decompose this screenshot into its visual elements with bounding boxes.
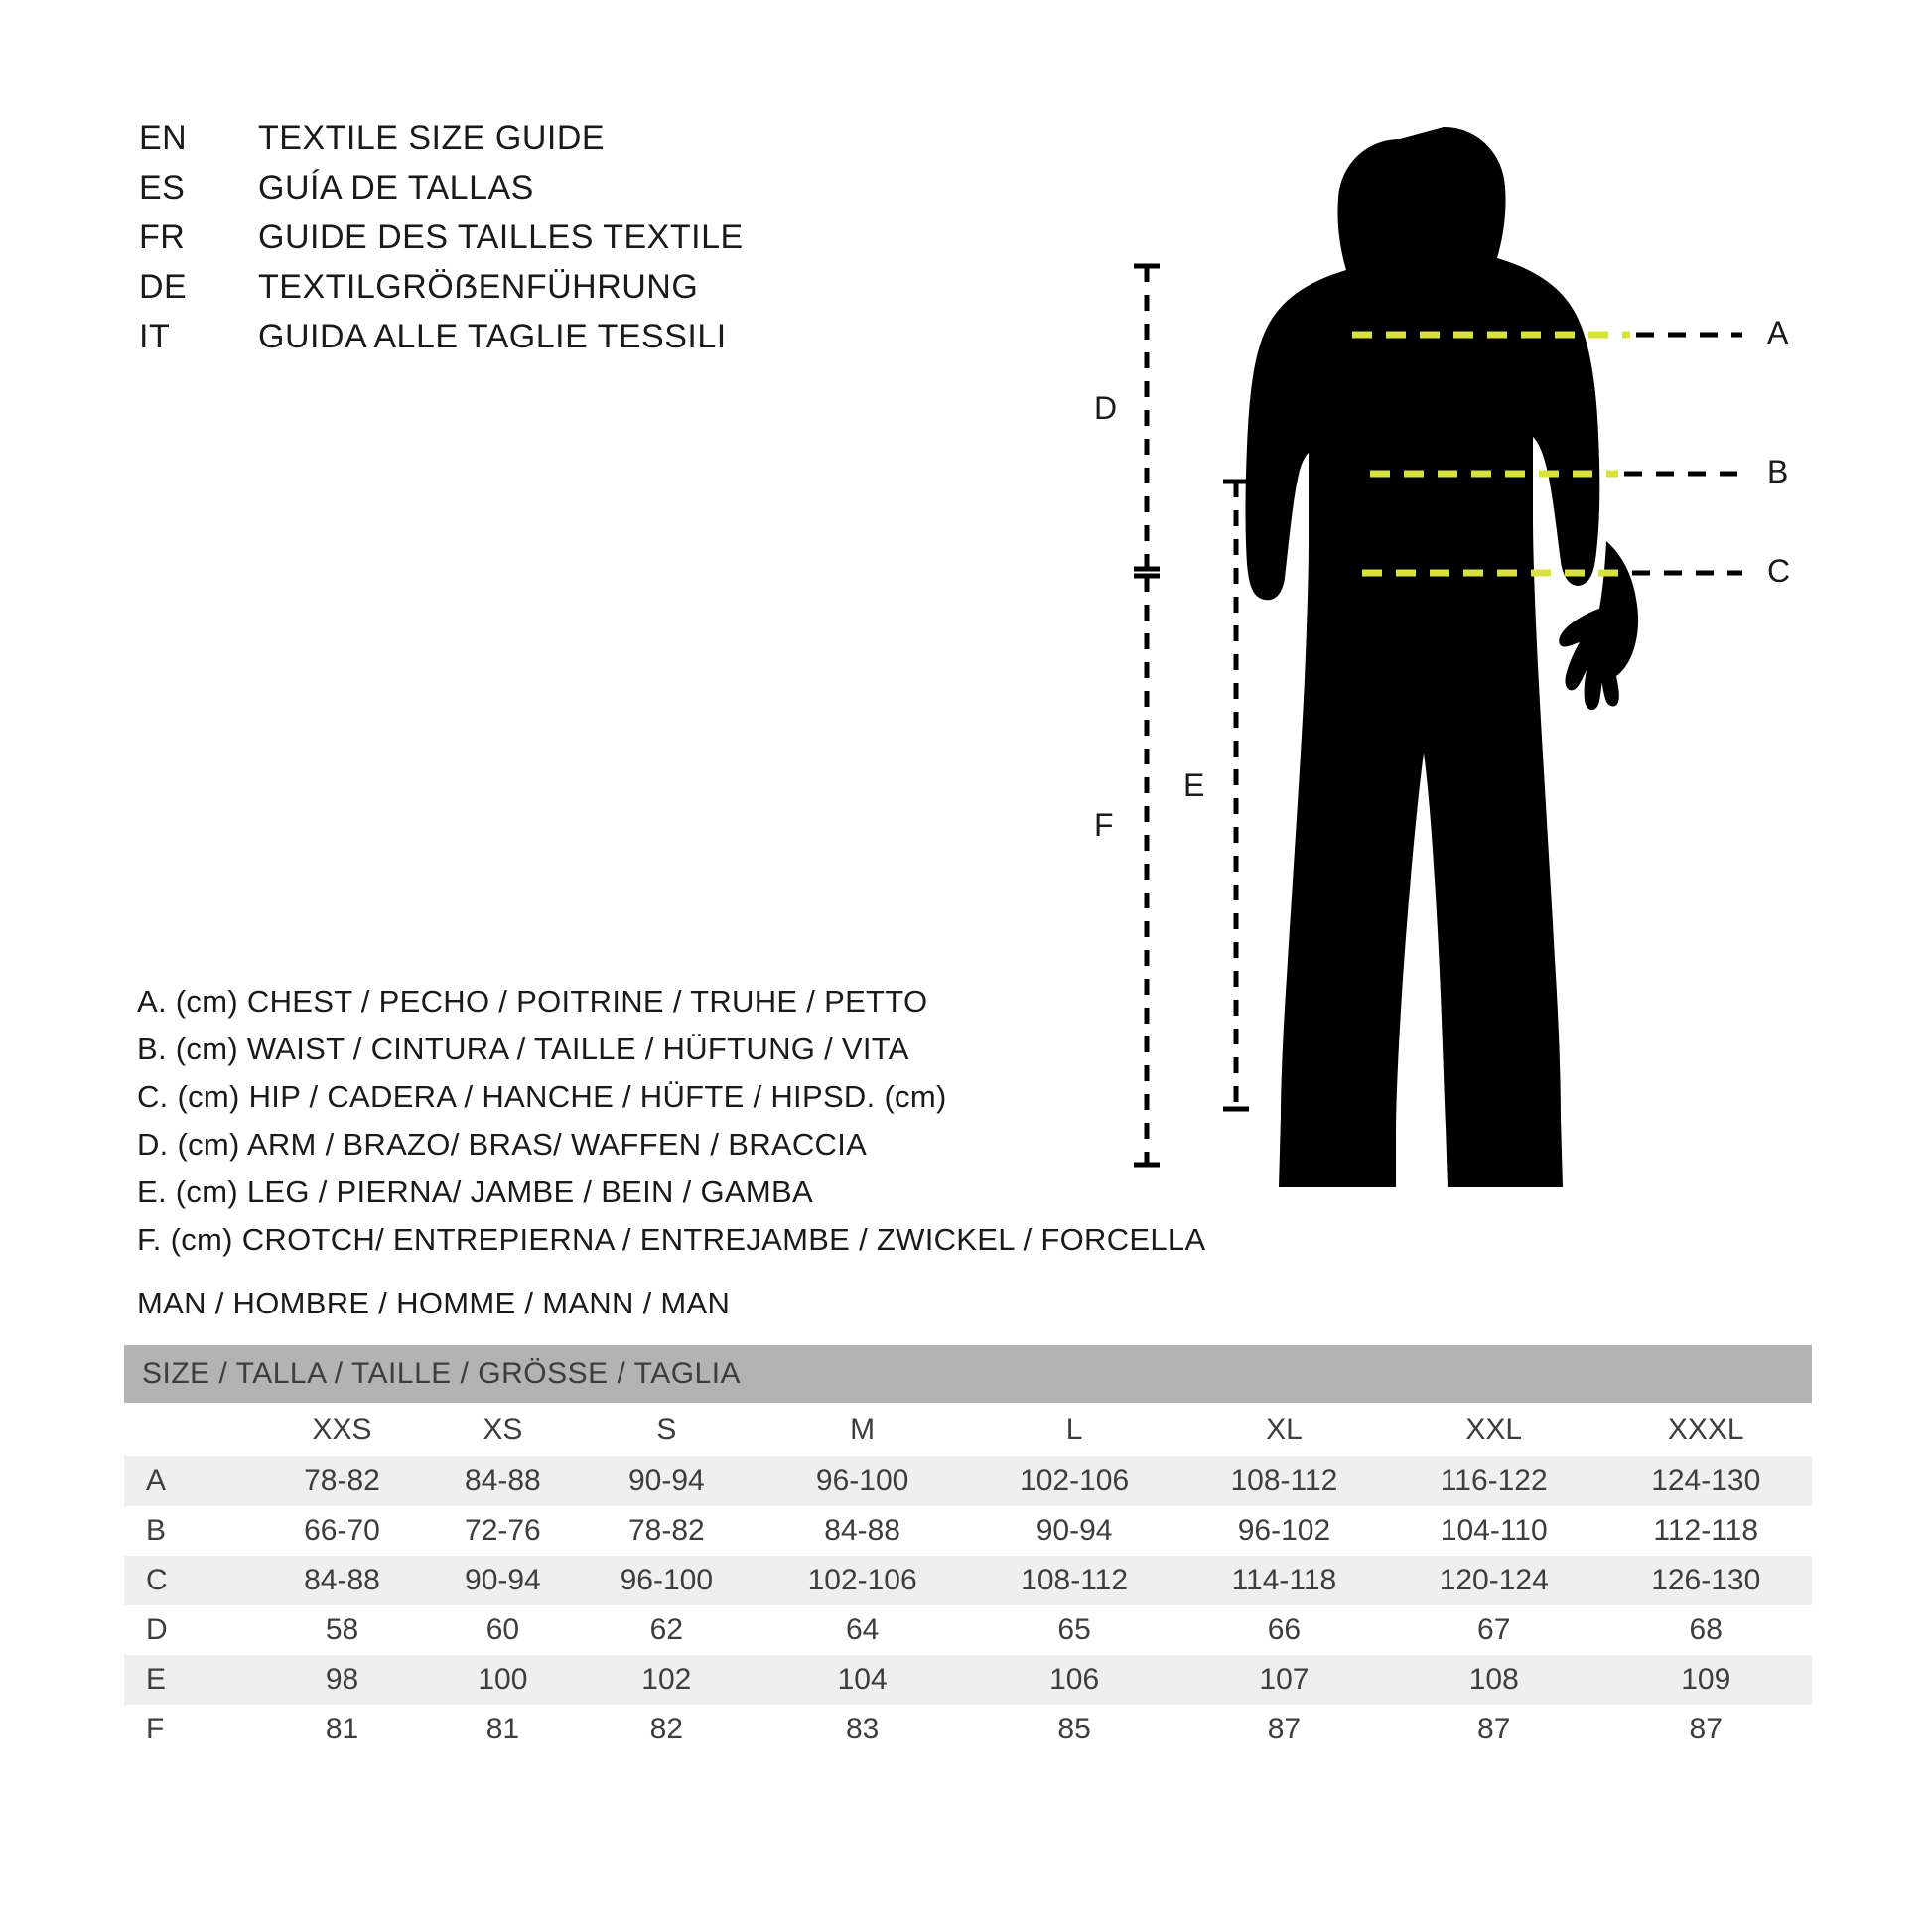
gender-label: MAN / HOMBRE / HOMME / MANN / MAN — [137, 1286, 731, 1320]
cell: 72-76 — [465, 1514, 541, 1547]
language-code: IT — [139, 318, 171, 355]
cell: 90-94 — [1035, 1514, 1113, 1547]
language-title: TEXTILE SIZE GUIDE — [258, 119, 606, 157]
cell: 78-82 — [255, 1456, 429, 1506]
language-title: TEXTILGRÖẞENFÜHRUNG — [258, 268, 699, 306]
cell: 64 — [845, 1613, 880, 1646]
size-table-band-label: SIZE / TALLA / TAILLE / GRÖSSE / TAGLIA — [124, 1345, 1812, 1403]
column-header-xxl: XXL — [1388, 1403, 1599, 1456]
row-label: A — [124, 1456, 255, 1506]
table-row — [124, 1605, 1812, 1655]
cell: 81 — [485, 1713, 520, 1745]
cell: 87 — [1477, 1713, 1511, 1745]
table-row — [124, 1456, 1812, 1506]
cell: 96-102 — [1237, 1514, 1331, 1547]
size-table-band — [124, 1345, 1812, 1403]
language-code: FR — [139, 218, 186, 256]
cell: 108 — [1388, 1655, 1599, 1705]
legend-item-d: D. (cm) ARM / BRAZO/ BRAS/ WAFFEN / BRACCIA — [137, 1127, 868, 1162]
language-row — [139, 169, 744, 218]
male-silhouette-icon — [1013, 84, 1827, 1226]
cell: 100 — [429, 1655, 577, 1705]
language-title: GUIDA ALLE TAGLIE TESSILI — [258, 318, 727, 355]
cell: 96-100 — [577, 1556, 757, 1605]
row-label: B — [146, 1514, 167, 1547]
cell: 102-106 — [757, 1556, 968, 1605]
column-header-s: S — [577, 1403, 757, 1456]
row-label: F — [146, 1713, 165, 1745]
corner-cell — [124, 1403, 255, 1456]
table-row — [124, 1506, 1812, 1556]
row-label: E — [124, 1655, 255, 1705]
legend-item-f: F. (cm) CROTCH/ ENTREPIERNA / ENTREJAMBE / ZWICKEL / FORCELLA — [137, 1222, 1206, 1257]
cell: 108-112 — [968, 1556, 1179, 1605]
cell: 106 — [968, 1655, 1179, 1705]
cell: 120-124 — [1388, 1556, 1599, 1605]
cell: 124-130 — [1599, 1456, 1812, 1506]
cell: 90-94 — [429, 1556, 577, 1605]
cell: 98 — [255, 1655, 429, 1705]
cell: 84-88 — [824, 1514, 900, 1547]
cell: 58 — [325, 1613, 359, 1646]
cell: 67 — [1477, 1613, 1511, 1646]
cell: 62 — [649, 1613, 684, 1646]
cell: 87 — [1689, 1713, 1723, 1745]
cell: 109 — [1599, 1655, 1812, 1705]
cell: 78-82 — [627, 1514, 705, 1547]
cell: 82 — [649, 1713, 684, 1745]
cell: 112-118 — [1653, 1514, 1759, 1547]
column-header-m: M — [757, 1403, 968, 1456]
cell: 65 — [1057, 1613, 1091, 1646]
row-label: D — [146, 1613, 168, 1646]
language-row — [139, 318, 744, 367]
size-table-wrapper — [124, 1345, 1812, 1754]
legend-item-c: C. (cm) HIP / CADERA / HANCHE / HÜFTE / HIPSD. (cm) — [137, 1079, 947, 1114]
cell: 87 — [1267, 1713, 1302, 1745]
cell: 104 — [757, 1655, 968, 1705]
table-row — [124, 1655, 1812, 1705]
table-row — [124, 1556, 1812, 1605]
legend-item-e: E. (cm) LEG / PIERNA/ JAMBE / BEIN / GAMBA — [137, 1174, 813, 1209]
cell: 81 — [325, 1713, 359, 1745]
cell: 107 — [1180, 1655, 1388, 1705]
legend-item-a: A. (cm) CHEST / PECHO / POITRINE / TRUHE / PETTO — [137, 984, 928, 1019]
row-label: C — [124, 1556, 255, 1605]
cell: 108-112 — [1180, 1456, 1388, 1506]
size-table — [124, 1345, 1812, 1754]
language-row — [139, 218, 744, 268]
marker-label-c: C — [1767, 553, 1791, 589]
marker-label-a: A — [1767, 315, 1789, 350]
language-row — [139, 268, 744, 318]
marker-label-b: B — [1767, 454, 1789, 489]
cell: 126-130 — [1599, 1556, 1812, 1605]
cell: 90-94 — [577, 1456, 757, 1506]
language-header — [139, 119, 744, 367]
size-table-header-row — [124, 1403, 1812, 1456]
marker-label-f: F — [1094, 807, 1114, 843]
language-title: GUIDE DES TAILLES TEXTILE — [258, 218, 744, 256]
language-row — [139, 119, 744, 169]
cell: 66 — [1267, 1613, 1302, 1646]
cell: 102-106 — [968, 1456, 1179, 1506]
cell: 84-88 — [255, 1556, 429, 1605]
column-header-xs: XS — [429, 1403, 577, 1456]
cell: 66-70 — [304, 1514, 380, 1547]
cell: 96-100 — [757, 1456, 968, 1506]
cell: 84-88 — [429, 1456, 577, 1506]
marker-label-e: E — [1183, 767, 1205, 803]
cell: 85 — [1057, 1713, 1091, 1745]
cell: 102 — [577, 1655, 757, 1705]
cell: 116-122 — [1388, 1456, 1599, 1506]
cell: 104-110 — [1440, 1514, 1548, 1547]
legend-item-b: B. (cm) WAIST / CINTURA / TAILLE / HÜFTUNG / VITA — [137, 1032, 909, 1066]
column-header-xxs: XXS — [255, 1403, 429, 1456]
language-code: EN — [139, 119, 188, 157]
column-header-xl: XL — [1180, 1403, 1388, 1456]
table-row — [124, 1705, 1812, 1754]
cell: 114-118 — [1180, 1556, 1388, 1605]
language-title: GUÍA DE TALLAS — [258, 169, 534, 207]
cell: 68 — [1689, 1613, 1723, 1646]
column-header-l: L — [968, 1403, 1179, 1456]
language-code: ES — [139, 169, 186, 207]
cell: 60 — [485, 1613, 520, 1646]
language-code: DE — [139, 268, 188, 306]
body-measurement-figure — [1013, 84, 1827, 1226]
marker-label-d: D — [1094, 390, 1118, 426]
cell: 83 — [845, 1713, 880, 1745]
column-header-xxxl: XXXL — [1599, 1403, 1812, 1456]
